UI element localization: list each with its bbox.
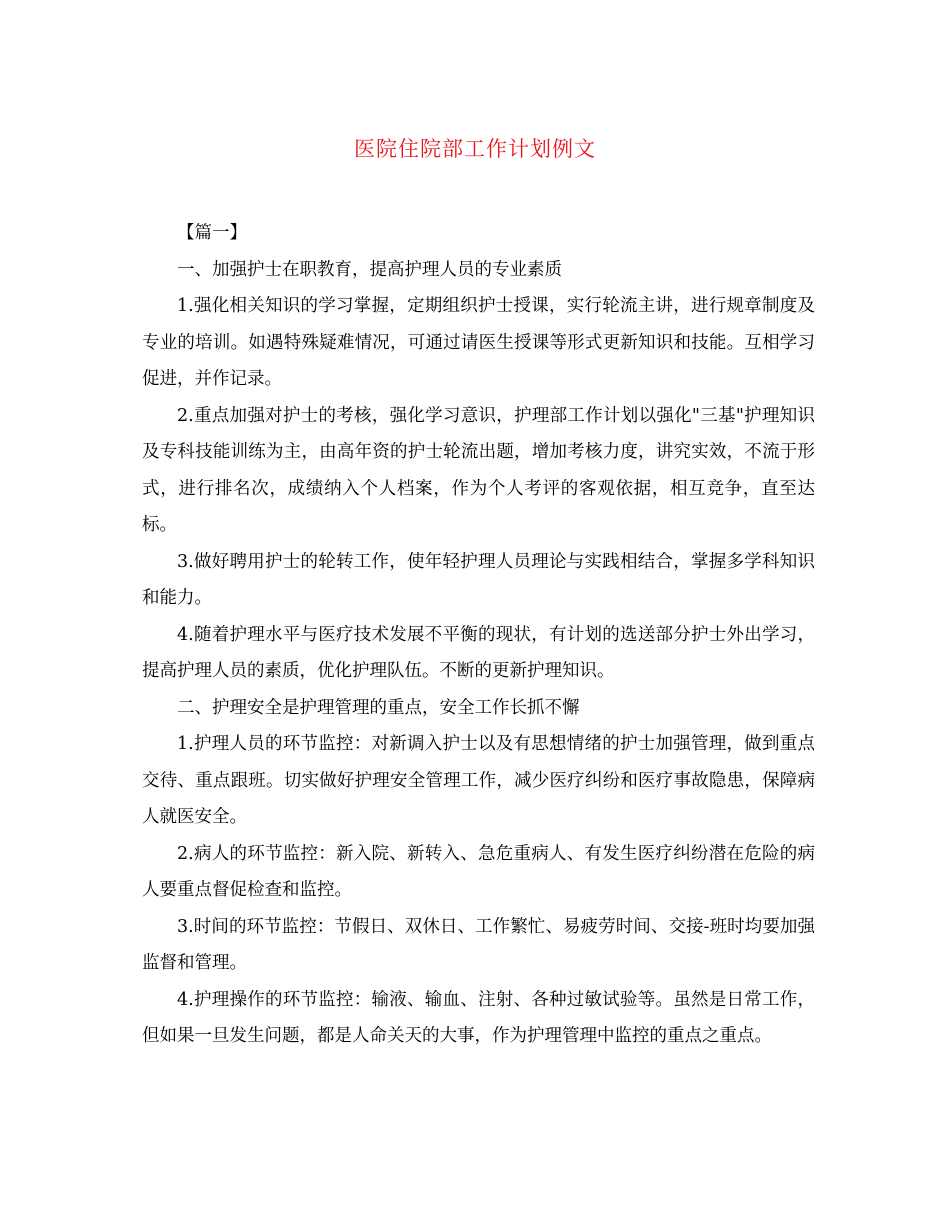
paragraph-1-1: 1.强化相关知识的学习掌握，定期组织护士授课，实行轮流主讲，进行规章制度及专业的培训。如遇特殊疑难情况，可通过请医生授课等形式更新知识和技能。互相学习促进，并作记录。 — [142, 296, 815, 389]
paragraph-1-4: 4.随着护理水平与医疗技术发展不平衡的现状，有计划的选送部分护士外出学习，提高护理人员的素质，优化护理队伍。不断的更新护理知识。 — [142, 624, 815, 681]
document-body — [142, 215, 815, 1055]
document-title: 医院住院部工作计划例文 — [354, 137, 596, 161]
section-heading-1: 一、加强护士在职教育，提高护理人员的专业素质 — [177, 259, 562, 280]
paragraph-1-2: 2.重点加强对护士的考核，强化学习意识，护理部工作计划以强化"三基"护理知识及专科技能训练为主，由高年资的护士轮流出题，增加考核力度，讲究实效，不流于形式，进行排名次，成绩纳入个人档案，作为个人考评的客观依据，相互竞争，直至达标。 — [142, 405, 815, 535]
paragraph-2-1: 1.护理人员的环节监控：对新调入护士以及有思想情绪的护士加强管理，做到重点交待、重点跟班。切实做好护理安全管理工作，减少医疗纠纷和医疗事故隐患，保障病人就医安全。 — [142, 734, 815, 827]
paragraph-2-3: 3.时间的环节监控：节假日、双休日、工作繁忙、易疲劳时间、交接-班时均要加强监督和管理。 — [142, 916, 815, 973]
section-heading-2: 二、护理安全是护理管理的重点，安全工作长抓不懈 — [177, 697, 580, 718]
paragraph-2-2: 2.病人的环节监控：新入院、新转入、急危重病人、有发生医疗纠纷潜在危险的病人要重点督促检查和监控。 — [142, 843, 815, 900]
paragraph-2-4: 4.护理操作的环节监控：输液、输血、注射、各种过敏试验等。虽然是日常工作，但如果一旦发生问题，都是人命关天的大事，作为护理管理中监控的重点之重点。 — [142, 989, 815, 1046]
section-marker: 【篇一】 — [177, 223, 247, 243]
paragraph-1-3: 3.做好聘用护士的轮转工作，使年轻护理人员理论与实践相结合，掌握多学科知识和能力。 — [142, 551, 815, 608]
